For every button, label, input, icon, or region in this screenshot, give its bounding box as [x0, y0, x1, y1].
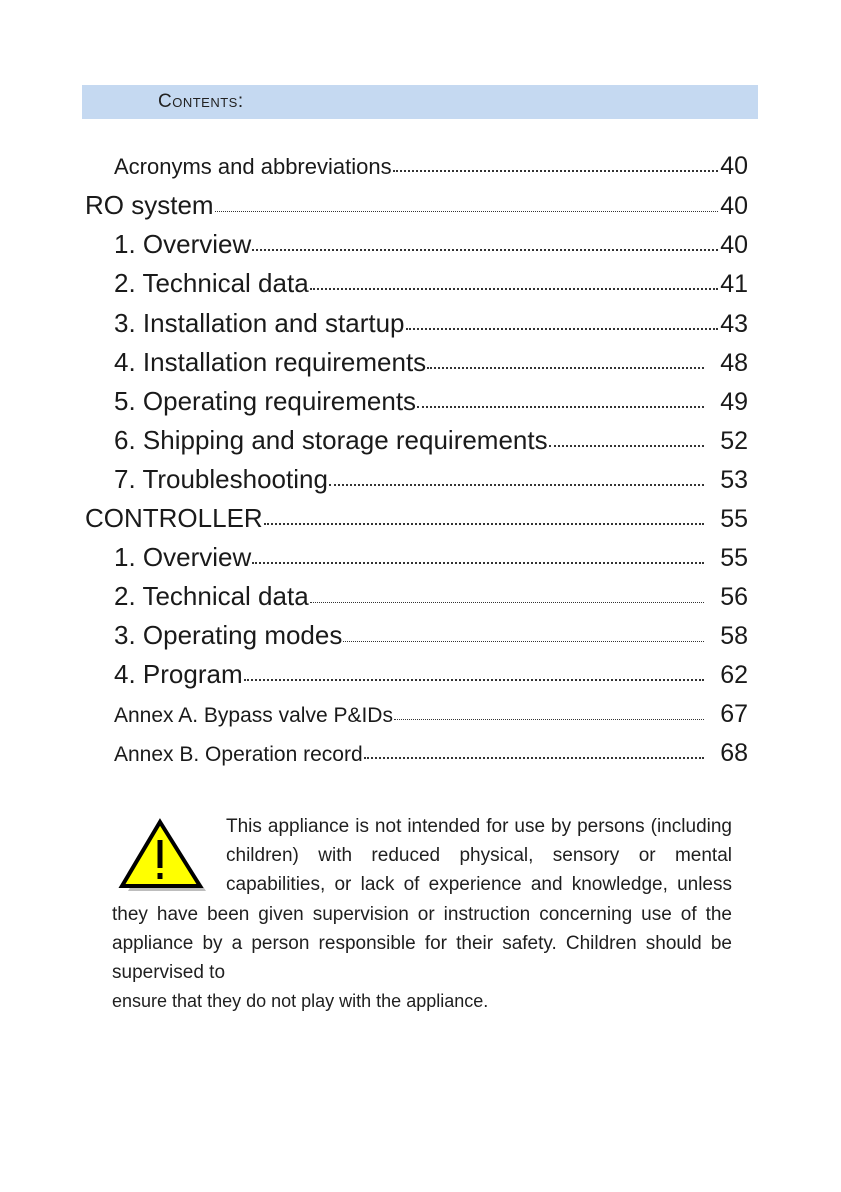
- toc-entry-label: 3. Installation and startup: [114, 308, 405, 338]
- toc-page-number: 67: [720, 700, 748, 728]
- toc-page-number: 52: [720, 427, 748, 455]
- toc-page-number: 58: [720, 622, 748, 650]
- toc-entry-label: CONTROLLER: [85, 503, 263, 533]
- toc-leader: [264, 522, 704, 525]
- toc-entry-label: 7. Troubleshooting: [114, 464, 328, 494]
- toc-entry-label: 4. Program: [114, 659, 243, 689]
- toc-entry-label: 2. Technical data: [114, 268, 309, 298]
- toc-page-number: 53: [720, 466, 748, 494]
- toc-entry-annex-b[interactable]: [114, 739, 748, 768]
- toc-entry-label: 3. Operating modes: [114, 620, 343, 650]
- toc-leader: [252, 561, 704, 564]
- toc-entry-installation-requirements[interactable]: [114, 347, 748, 378]
- toc-page-number: 55: [720, 505, 748, 533]
- toc-leader: [394, 718, 704, 720]
- toc-page-number: 40: [720, 192, 748, 220]
- toc-entry-operating-modes[interactable]: [114, 620, 748, 651]
- toc-leader: [406, 327, 719, 330]
- toc-entry-label: 1. Overview: [114, 229, 252, 259]
- toc-entry-label: 2. Technical data: [114, 581, 309, 611]
- toc-leader: [215, 210, 719, 212]
- toc-leader: [310, 287, 719, 290]
- toc-page-number: 49: [720, 388, 748, 416]
- toc-leader: [549, 444, 705, 447]
- warning-text-main: This appliance is not intended for use by persons (including children) with reduced physical, sensory or mental capabilities, or lack of experience and knowledge, unless they have been given supervision or instruction concerning use of the appliance by a person responsible for their safety. Children should be supervised to: [112, 816, 732, 984]
- toc-leader: [343, 640, 704, 642]
- toc-leader: [417, 405, 704, 408]
- toc-leader: [427, 366, 704, 369]
- toc-leader: [364, 756, 705, 759]
- toc-page-number: 41: [720, 270, 748, 298]
- toc-entry-shipping-storage[interactable]: [114, 425, 748, 456]
- toc-entry-annex-a[interactable]: [114, 700, 748, 729]
- contents-header-band: [82, 85, 758, 119]
- toc-entry-label: 4. Installation requirements: [114, 347, 427, 377]
- toc-page-number: 55: [720, 544, 748, 572]
- toc-entry-troubleshooting[interactable]: [114, 464, 748, 495]
- toc-entry-controller-technical-data[interactable]: [114, 581, 748, 612]
- toc-entry-label: Annex A. Bypass valve P&IDs: [114, 704, 393, 727]
- toc-entry-ro-technical-data[interactable]: [114, 268, 748, 299]
- toc-leader: [252, 248, 718, 251]
- toc-entry-label: Acronyms and abbreviations: [114, 154, 392, 179]
- toc-entry-controller[interactable]: [85, 503, 748, 534]
- warning-notice: [112, 812, 732, 1016]
- toc-page-number: 40: [720, 152, 748, 180]
- toc-leader: [393, 169, 719, 172]
- toc-leader: [244, 678, 705, 681]
- contents-title: Contents:: [158, 91, 244, 112]
- toc-entry-ro-system[interactable]: [85, 190, 748, 221]
- toc-entry-label: 1. Overview: [114, 542, 252, 572]
- toc-entry-label: RO system: [85, 190, 214, 220]
- toc-entry-controller-overview[interactable]: [114, 542, 748, 573]
- toc-entry-label: 5. Operating requirements: [114, 386, 417, 416]
- toc-page-number: 56: [720, 583, 748, 611]
- toc-page-number: 68: [720, 739, 748, 767]
- toc-page-number: 43: [720, 310, 748, 338]
- toc-page-number: 62: [720, 661, 748, 689]
- warning-text-last-line: ensure that they do not play with the appliance.: [112, 991, 489, 1012]
- toc-entry-ro-overview[interactable]: [114, 229, 748, 260]
- toc-leader: [329, 483, 704, 486]
- toc-entry-operating-requirements[interactable]: [114, 386, 748, 417]
- icon-spacer: [112, 812, 226, 899]
- toc-entry-label: Annex B. Operation record: [114, 743, 363, 766]
- toc-page-number: 40: [720, 231, 748, 259]
- toc-entry-program[interactable]: [114, 659, 748, 690]
- toc-entry-installation-startup[interactable]: [114, 308, 748, 339]
- toc-entry-label: 6. Shipping and storage requirements: [114, 425, 548, 455]
- toc-entry-acronyms[interactable]: [114, 152, 748, 181]
- toc-page-number: 48: [720, 349, 748, 377]
- toc-leader: [310, 601, 705, 603]
